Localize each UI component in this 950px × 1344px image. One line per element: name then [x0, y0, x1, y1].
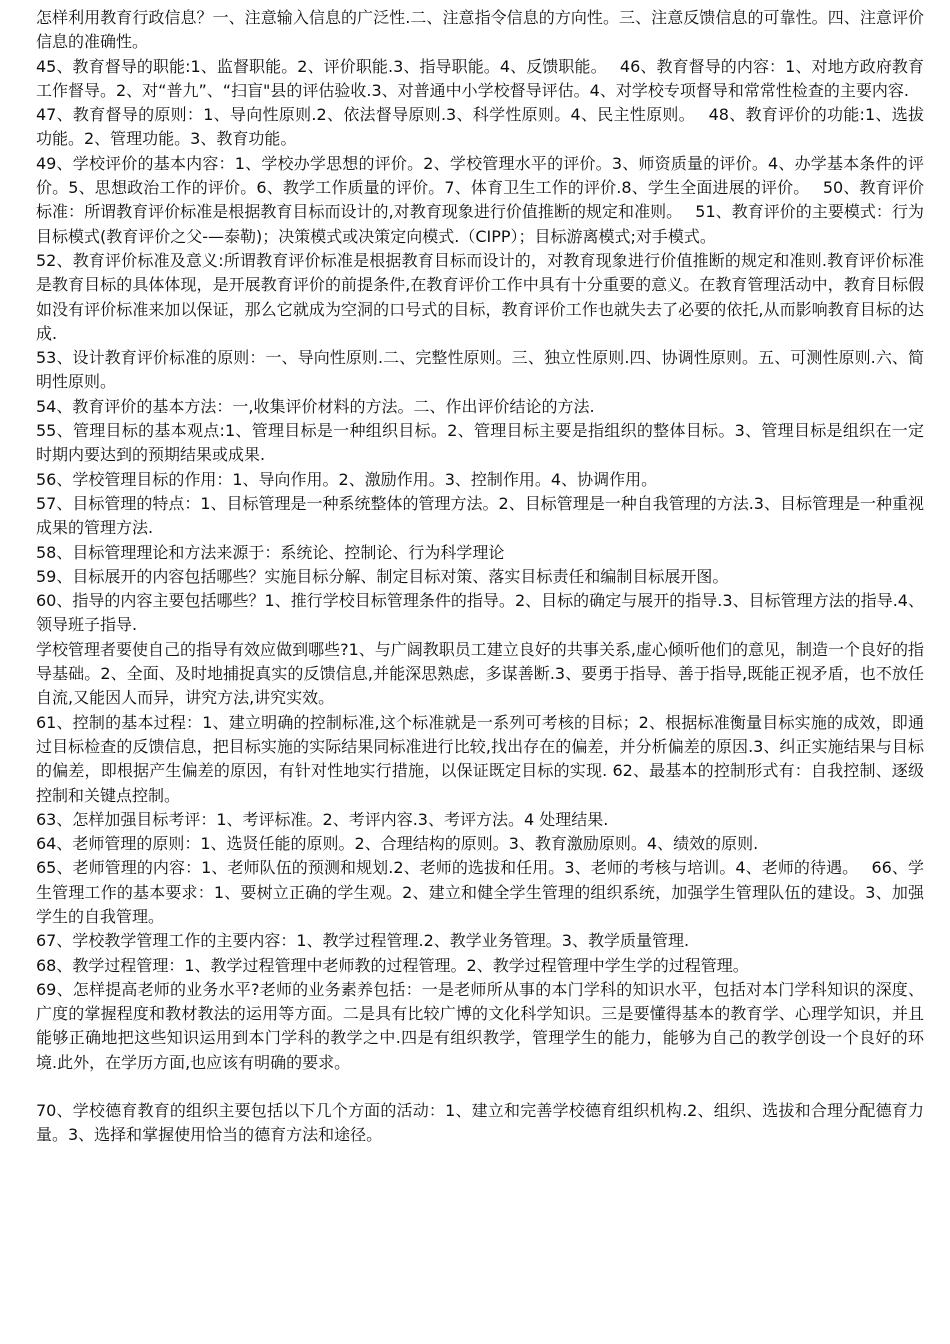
paragraph-59: 59、目标展开的内容包括哪些？实施目标分解、制定目标对策、落实目标责任和编制目标展开图。 — [36, 566, 729, 586]
paragraph-47-48: 47、教育督导的原则：1、导向性原则.2、依法督导原则.3、科学性原则。4、民主性原则。 48、教育评价的功能:1、选拔功能。2、管理功能。3、教育功能。 — [36, 105, 924, 149]
paragraph-54: 54、教育评价的基本方法：一,收集评价材料的方法。二、作出评价结论的方法. — [36, 396, 595, 416]
paragraph-69: 69、怎样提高老师的业务水平?老师的业务素养包括：一是老师所从事的本门学科的知识水平，包括对本门学科知识的深度、广度的掌握程度和教材教法的运用等方面。二是具有比较广博的文化科学知识。三是要懂得基本的教育学、心理学知识，并且能够正确地把这些知识运用到本门学科的教学之中.四是有组织教学，管理学生的能力，能够为自己的教学创设一个良好的环境.此外，在学历方面,也应该有明确的要求。 — [36, 979, 924, 1072]
paragraph-guidance: 学校管理者要使自己的指导有效应做到哪些?1、与广阔教职员工建立良好的共事关系,虚心倾听他们的意见，制造一个良好的指导基础。2、全面、及时地捕捉真实的反馈信息,并能深思熟虑，多谋善断.3、要勇于指导、善于指导,既能正视矛盾，也不放任自流,又能因人而异，讲究方法,讲究实效。 — [36, 639, 924, 708]
paragraph-64: 64、老师管理的原则：1、选贤任能的原则。2、合理结构的原则。3、教育激励原则。4、绩效的原则. — [36, 834, 759, 854]
paragraph-intro: 怎样利用教育行政信息？一、注意输入信息的广泛性.二、注意指令信息的方向性。三、注意反馈信息的可靠性。四、注意评价信息的准确性。 — [36, 8, 924, 52]
paragraph-65-66: 65、老师管理的内容：1、老师队伍的预测和规划.2、老师的选拔和任用。3、老师的考核与培训。4、老师的待遇。 66、学生管理工作的基本要求：1、要树立正确的学生观。2、建立和健全学生管理的组织系统，加强学生管理队伍的建设。3、加强学生的自我管理。 — [36, 858, 924, 926]
paragraph-58: 58、目标管理理论和方法来源于：系统论、控制论、行为科学理论 — [36, 542, 505, 562]
paragraph-68: 68、教学过程管理：1、教学过程管理中老师教的过程管理。2、教学过程管理中学生学的过程管理。 — [36, 955, 749, 975]
paragraph-gap — [36, 1075, 924, 1099]
paragraph-56: 56、学校管理目标的作用：1、导向作用。2、激励作用。3、控制作用。4、协调作用。 — [36, 469, 658, 489]
paragraph-57: 57、目标管理的特点：1、目标管理是一种系统整体的管理方法。2、目标管理是一种自我管理的方法.3、目标管理是一种重视成果的管理方法. — [36, 493, 924, 538]
paragraph-45-46: 45、教育督导的职能:1、监督职能。2、评价职能.3、指导职能。4、反馈职能。 46、教育督导的内容：1、对地方政府教育工作督导。2、对“普九”、“扫盲"县的评估验收.3、对普通中小学校督导评估。4、对学校专项督导和常常性检查的主要内容. — [36, 56, 924, 100]
paragraph-55: 55、管理目标的基本观点:1、管理目标是一种组织目标。2、管理目标主要是指组织的整体目标。3、管理目标是组织在一定时期内要达到的预期结果或成果. — [36, 421, 924, 465]
paragraph-61-62: 61、控制的基本过程：1、建立明确的控制标准,这个标准就是一系列可考核的目标；2、根据标准衡量目标实施的成效，即通过目标检查的反馈信息，把目标实施的实际结果同标准进行比较,找出存在的偏差，并分析偏差的原因.3、纠正实施结果与目标的偏差，即根据产生偏差的原因，有针对性地实行措施，以保证既定目标的实现. 62、最基本的控制形式有：自我控制、逐级控制和关键点控制。 — [36, 712, 924, 805]
paragraph-53: 53、设计教育评价标准的原则：一、导向性原则.二、完整性原则。三、独立性原则.四、协调性原则。五、可测性原则.六、简明性原则。 — [36, 348, 924, 392]
paragraph-67: 67、学校教学管理工作的主要内容：1、教学过程管理.2、教学业务管理。3、教学质量管理. — [36, 931, 690, 951]
paragraph-52: 52、教育评价标准及意义:所谓教育评价标准是根据教育目标而设计的，对教育现象进行价值推断的规定和准则.教育评价标准是教育目标的具体体现，是开展教育评价的前提条件,在教育评价工作中具有十分重要的意义。在教育管理活动中，教育目标假如没有评价标准来加以保证，那么它就成为空洞的口号式的目标，教育评价工作也就失去了必要的依托,从而影响教育目标的达成. — [36, 250, 924, 343]
paragraph-63: 63、怎样加强目标考评：1、考评标准。2、考评内容.3、考评方法。4 处理结果. — [36, 809, 609, 829]
paragraph-60: 60、指导的内容主要包括哪些？1、推行学校目标管理条件的指导。2、目标的确定与展开的指导.3、目标管理方法的指导.4、领导班子指导. — [36, 591, 924, 635]
paragraph-49-51: 49、学校评价的基本内容：1、学校办学思想的评价。2、学校管理水平的评价。3、师资质量的评价。4、办学基本条件的评价。5、思想政治工作的评价。6、教学工作质量的评价。7、体育卫生工作的评价.8、学生全面进展的评价。 50、教育评价标准：所谓教育评价标准是根据教育目标而设计的,对教育现象进行价值推断的规定和准则。 51、教育评价的主要模式：行为目标模式(教育评价之父-—泰勒)；决策模式或决策定向模式.（CIPP）；目标游离模式;对手模式。 — [36, 153, 924, 246]
paragraph-70: 70、学校德育教育的组织主要包括以下几个方面的活动：1、建立和完善学校德育组织机构.2、组织、选拔和合理分配德育力量。3、选择和掌握使用恰当的德育方法和途径。 — [36, 1101, 924, 1145]
